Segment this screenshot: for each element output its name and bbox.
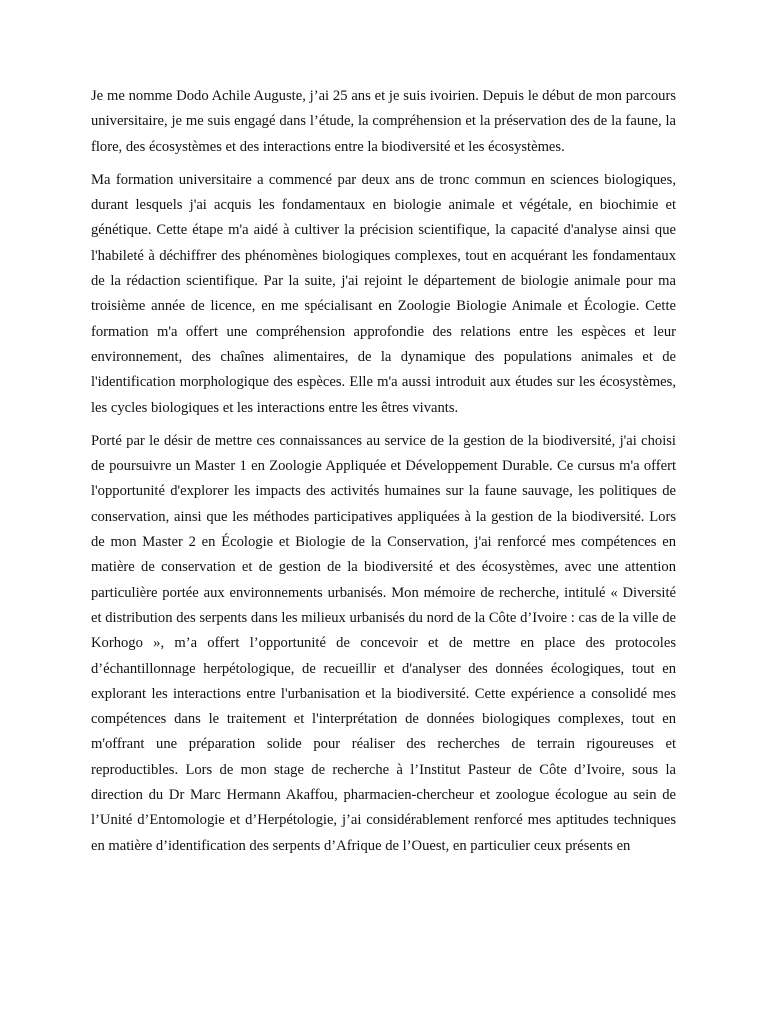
paragraph-introduction: Je me nomme Dodo Achile Auguste, j’ai 25 ans et je suis ivoirien. Depuis le début de mon parcours universitaire, je me suis engagé dans l’étude, la compréhension et la préservation des de la faune, la flore, des écosystèmes et des interactions entre la biodiversité et les écosystèmes.: [91, 88, 676, 155]
paragraph-master-training: Porté par le désir de mettre ces connaissances au service de la gestion de la biodiversité, j'ai choisi de poursuivre un Master 1 en Zoologie Appliquée et Développement Durable. Ce cursus m'a offert l'opportunité d'explorer les impacts des activités humaines sur la faune sauvage, les politiques de conservation, ainsi que les méthodes participatives appliquées à la gestion de la biodiversité. Lors de mon Master 2 en Écologie et Biologie de la Conservation, j'ai renforcé mes compétences en matière de conservation et de gestion de la biodiversité et des écosystèmes, avec une attention particulière portée aux environnements urbanisés. Mon mémoire de recherche, intitulé « Diversité et distribution des serpents dans les milieux urbanisés du nord de la Côte d’Ivoire : cas de la ville de Korhogo », m’a offert l’opportunité de concevoir et de mettre en place des protocoles d’échantillonnage herpétologique, de recueillir et d'analyser des données écologiques, tout en explorant les interactions entre l'urbanisation et la biodiversité. Cette expérience a consolidé mes compétences dans le traitement et l'interprétation de données biologiques complexes, tout en m'offrant une préparation solide pour réaliser des recherches de terrain rigoureuses et reproductibles. Lors de mon stage de recherche à l’Institut Pasteur de Côte d’Ivoire, sous la direction du Dr Marc Hermann Akaffou, pharmacien-chercheur et zoologue écologue au sein de l’Unité d’Entomologie et d’Herpétologie, j’ai considérablement renforcé mes aptitudes techniques en matière d’identification des serpents d’Afrique de l’Ouest, en particulier ceux présents en: [91, 432, 676, 854]
paragraph-licence-training: Ma formation universitaire a commencé par deux ans de tronc commun en sciences biologiques, durant lesquels j'ai acquis les fondamentaux en biologie animale et végétale, en biochimie et génétique. Cette étape m'a aidé à cultiver la précision scientifique, la capacité d'analyse ainsi que l'habileté à déchiffrer des phénomènes biologiques complexes, tout en acquérant les fondamentaux de la rédaction scientifique. Par la suite, j'ai rejoint le département de biologie animale pour ma troisième année de licence, en me spécialisant en Zoologie Biologie Animale et Écologie. Cette formation m'a offert une compréhension approfondie des relations entre les espèces et leur environnement, des chaînes alimentaires, de la dynamique des populations animales et de l'identification morphologique des espèces. Elle m'a aussi introduit aux études sur les écosystèmes, les cycles biologiques et les interactions entre les êtres vivants.: [91, 171, 676, 416]
document-body: [91, 84, 676, 867]
